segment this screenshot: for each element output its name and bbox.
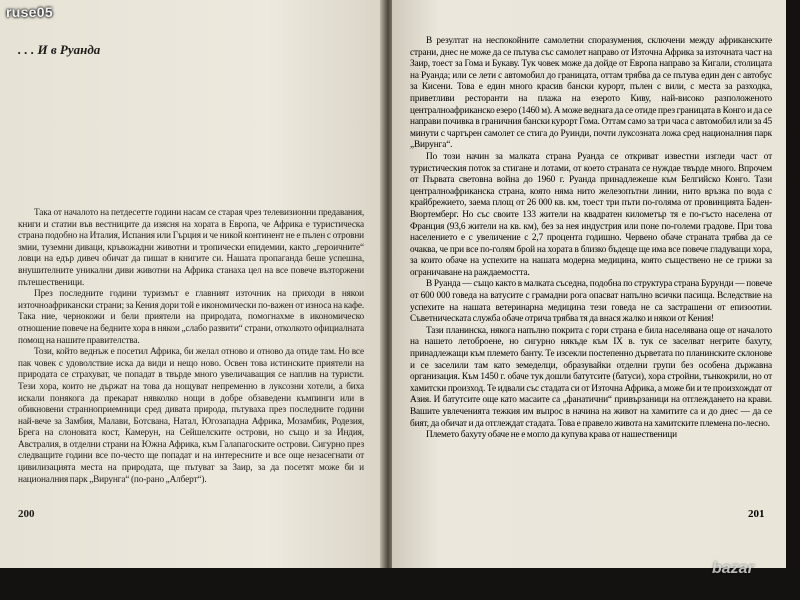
paragraph: В резултат на неспокойните самолетни споразумения, сключени между африканските страни, днес не може да се пътува със самолет направо от Източна Африка за източната част на Заир, тоест за Гома и Букаву. Тук човек може да дойде от Европа направо за Кигали, столицата на Руанда; или се лети с автомобил до границата, оттам трябва да се пътува един ден с автобус за Кисени. Това е един много красив бански курорт, пълен с вили, с места за разходка, приветливи ресторанти на плажа на езерото Киву, най-високо разположеното централноафриканско езеро (1460 м). А може веднага да се отиде през границата в Конго и да се направи почивка в граничния бански курорт Гома. Оттам само за три часа с автомобил или за 45 минути с чартърен самолет се стига до Руинди, почти луксозната ложа сред националния парк „Вирунга“. (410, 36, 772, 151)
running-head: . . . И в Руанда (18, 42, 101, 57)
left-page (0, 0, 384, 568)
paragraph: Този, който веднъж е посетил Африка, би желал отново и отново да отиде там. Но все пак човек с удоволствие иска да види и нещо ново. Освен това истинските приятели на природата се страхуват, че попадат в твърде много увеличаващия се наплив на туристи. Тези хора, които не държат на това да нощуват непременно в луксозни хотели, а биха искали понякога да прекарат нявколко нощи в добре обзаведени къмпинги или в обикновени странноприемници сред дивата природа, пътуваха през последните години най-вече за Замбия, Малави, Ботсвана, Натал, Югозападна Африка, Мозамбик, Родезия, Брега на слоновата кост, Камерун, на Сейшелските острови, но също и за Индия, Австралия, в отделни страни на Южна Африка, към Галапагоските острови. Сигурно през следващите години все по-често ще попадат и на интересните и все още незасегнати от цивилизацията места на природата, ще пътуват за Заир, за да посетят може би и националния парк „Вирунга“ (по-рано „Алберт“). (18, 347, 364, 485)
paragraph: Племето бахуту обаче не е могло да купува крава от нашественици (426, 430, 677, 441)
left-body-text (18, 208, 364, 486)
paragraph: Така от началото на петдесетте години насам се старая чрез телевизионни предавания, книги и статии във вестниците да изясня на хората в Европа, че Африка е туристическа страна подобно на Италия, Испания или Гърция и че никой континент не е пълен с отровни змии, туземни диваци, кръвожадни животни и тропически епидемии, както „героичните“ ловци на едър дивеч обичат да пишат в книгите си. Нашата пропаганда беше успешна, внушителните уникални диви животни на Африка станаха цел на все повече възторжени пътешественици. (18, 208, 364, 288)
right-body-text (410, 36, 772, 442)
paragraph: По този начин за малката страна Руанда се откриват известни изгледи част от туристическия поток за стигане и лотами, от което страната се нуждае твърде много. Впрочем от Първата световна война до 1960 г. Руанда принадлежеше към Белгийско Конго. Тази централноафриканска страна, която няма нито железопътни линии, нито връзка по вода с крайбрежието, заема площ от 26 000 кв. км, тоест три пъти по-голяма от провинцията Баден-Вюртемберг. Но със своите 133 жители на квадратен километър тя е по-гъсто населена от Франция (93,6 жители на кв. км), без за нея индустрия или поне по-големи градове. При това населението е с увеличение с 2,7 процента годишно. Червено обаче страната трябва да се очаква, че при все по-голям брой на хората в близко бъдеще ще има все повече гладуващи хора, за които обаче на успехите на нашата модерна медицина, която съществено не се грижи за ограничаване на раждаемостта. (410, 151, 772, 278)
paragraph: През последните години туризмът е главният източник на приходи в някои източноафрикански страни; за Кения дори той е икономически по-важен от износа на кафе. Така ние, чернокожи и бели приятели на природата, помогнахме в икономическо отношение повече на бедните хора в някои „слабо развити“ страни, отколкото официалната помощ на нашите правителства. (18, 289, 364, 346)
paragraph: Тази планинска, някога напълно покрита с гори страна е била населявана още от началото на нашето летоброене, но сигурно някъде към IX в. тук се заселват негрите бахуту, принадлежащи към племето банту. Те изсекли постепенно дърветата по планинските склонове и се заселили там като земеделци, образувайки отделни групи без особена държавна организация. Към 1450 г. обаче тук дошли батутсите (батуси), хора стройни, тънкокрили, но от хамитски произход. Те идвали със стадата си от Източна Африка, а може би и те произхождат от Азия. И батутсите още като масаите са „фанатични“ привързаници на отглеждането на крави. Вашите увлеченията тежкия им въпрос в начина на живот на хамитите са и до днес — да се бият, да обичат и да отглеждат стадата. Това е правело живота на хамитските племена по-лесно. (410, 325, 772, 429)
watermark: ruse05 (6, 4, 53, 20)
page-number: 201 (748, 508, 765, 520)
page-number: 200 (18, 508, 35, 520)
site-logo: bazar (712, 560, 754, 577)
paragraph: В Руанда — също както в малката съседна, подобна по структура страна Бурунди — повече от 600 000 говеда на ватусите с грамадни рога опасват напълно всички пасища. Вследствие на успехите на нашата ветеринарна медицина тези говеда не са застрашени от епизоотии. Съветническата служба обаче отрича трябва тя да внася жалко и някои от Кения! (410, 279, 772, 325)
